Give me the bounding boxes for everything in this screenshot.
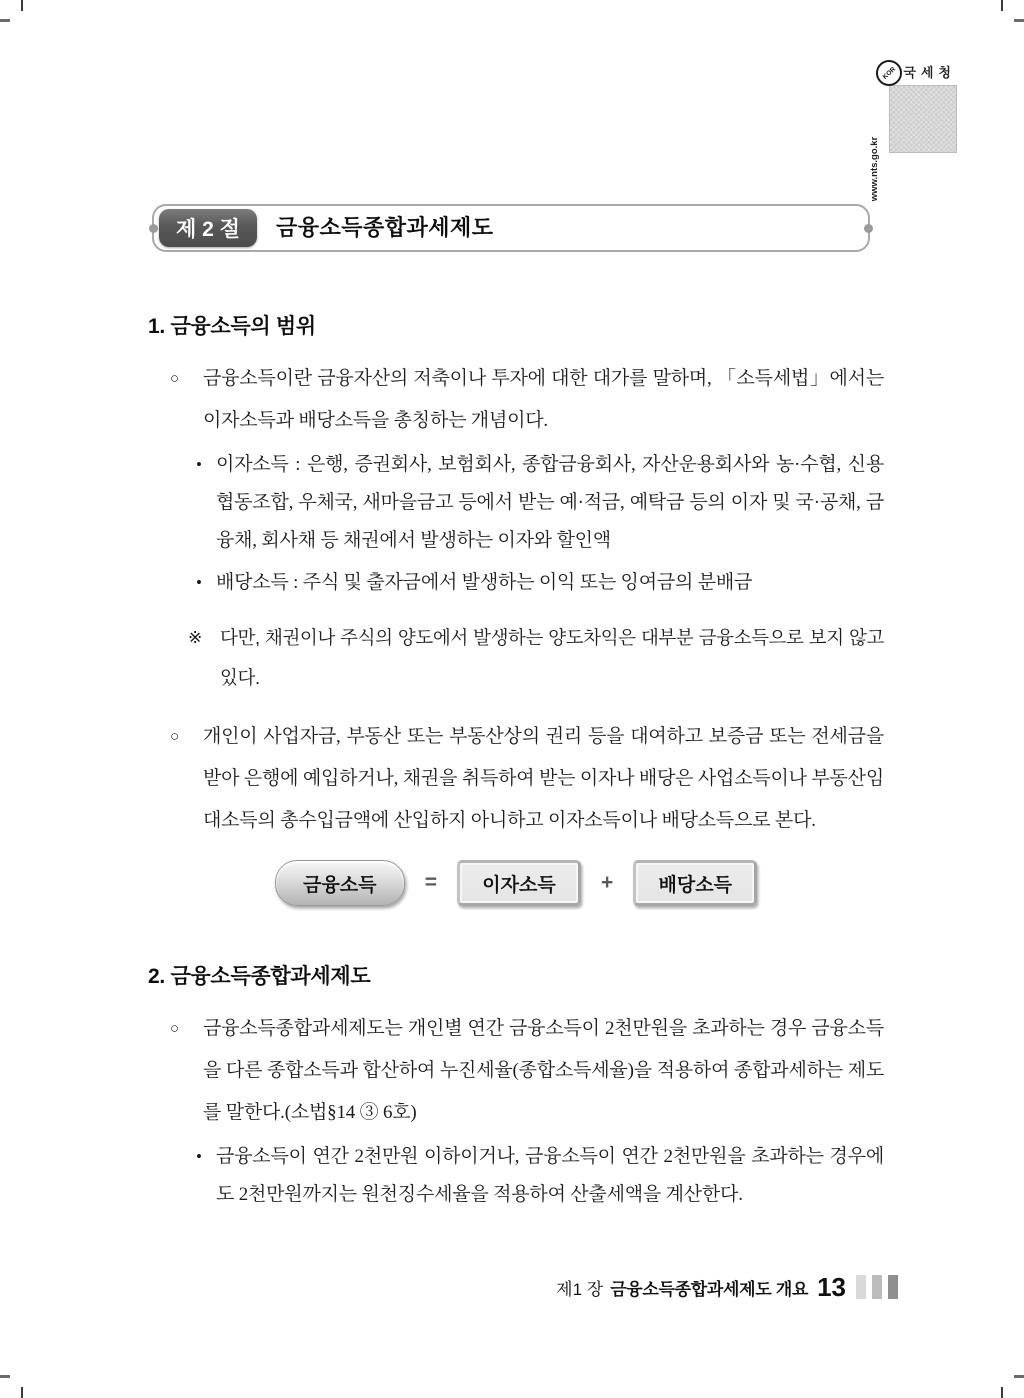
financial-income-pill: 금융소득 xyxy=(275,860,405,906)
paragraph-row xyxy=(170,1008,884,1134)
dot-bullet-icon: • xyxy=(196,455,202,474)
page-number: 13 xyxy=(817,1272,846,1302)
stamp-url-label: www.nts.go.kr xyxy=(869,136,880,202)
plus-sign: + xyxy=(601,871,614,894)
crop-mark xyxy=(1014,19,1024,22)
circle-bullet-icon: ○ xyxy=(170,729,180,745)
paragraph-row xyxy=(170,716,884,842)
crop-mark xyxy=(21,0,23,11)
footer-chapter-label: 제1 장 xyxy=(556,1279,604,1299)
equals-sign: = xyxy=(424,871,437,894)
footer-chapter-title: 금융소득종합과세제도 개요 xyxy=(610,1279,809,1299)
sub-bullet-text: 이자소득 : 은행, 증권회사, 보험회사, 종합금융회사, 자산운용회사와 농·수협, 신용협동조합, 우체국, 새마을금고 등에서 받는 예·적금, 예탁금 등의 이자 및 국·공채, 금융채, 회사채 등 채권에서 발생하는 이자와 할인액 xyxy=(216,454,884,551)
note-row xyxy=(188,618,884,698)
stamp-agency-label: 국세청 xyxy=(903,65,956,80)
crop-mark xyxy=(1001,0,1003,11)
note-text: 다만, 채권이나 주식의 양도에서 발생하는 양도차익은 대부분 금융소득으로 보지 않고 있다. xyxy=(220,627,884,688)
sub-bullet-text: 배당소득 : 주식 및 출자금에서 발생하는 이익 또는 잉여금의 분배금 xyxy=(216,572,753,593)
footer-bars-icon xyxy=(856,1275,898,1299)
section-title-bar xyxy=(152,204,870,252)
crop-mark xyxy=(1014,1375,1024,1378)
section2-heading: 2. 금융소득종합과세제도 xyxy=(148,965,371,988)
paragraph-text: 금융소득이란 금융자산의 저축이나 투자에 대한 대가를 말하며, 「소득세법」에서는 이자소득과 배당소득을 총칭하는 개념이다. xyxy=(203,368,884,431)
paragraph-row xyxy=(170,358,884,442)
crop-mark xyxy=(0,19,10,22)
circle-bullet-icon: ○ xyxy=(170,1021,180,1037)
section1-heading: 1. 금융소득의 범위 xyxy=(148,315,316,338)
interest-income-box: 이자소득 xyxy=(457,860,581,906)
dot-bullet-icon: • xyxy=(196,573,202,592)
page-content xyxy=(148,300,884,1214)
stamp-qr-noise-image xyxy=(890,86,956,152)
page-footer xyxy=(556,1274,898,1300)
dividend-income-box: 배당소득 xyxy=(633,860,757,906)
bar-left-dot-icon xyxy=(149,224,158,233)
section-number-badge: 제 2 절 xyxy=(159,209,257,247)
crop-mark xyxy=(21,1387,23,1398)
circle-bullet-icon: ○ xyxy=(170,371,180,387)
paragraph-text: 개인이 사업자금, 부동산 또는 부동산상의 권리 등을 대여하고 보증금 또는 전세금을 받아 은행에 예입하거나, 채권을 취득하여 받는 이자나 배당은 사업소득이나 부동산임대소득의 총수입금액에 산입하지 아니하고 이자소득이나 배당소득으로 본다. xyxy=(203,726,884,831)
sub-bullet-text: 금융소득이 연간 2천만원 이하이거나, 금융소득이 연간 2천만원을 초과하는 경우에도 2천만원까지는 원천징수세율을 적용하여 산출세액을 계산한다. xyxy=(216,1146,884,1205)
sub-bullet-row xyxy=(196,1138,884,1214)
bar-right-dot-icon xyxy=(864,224,873,233)
sub-bullet-row xyxy=(196,446,884,560)
formula-diagram xyxy=(148,858,884,908)
nts-stamp xyxy=(856,60,958,202)
dot-bullet-icon: • xyxy=(196,1147,202,1166)
sub-bullet-row xyxy=(196,564,884,602)
crop-mark xyxy=(1001,1387,1003,1398)
reference-mark-icon: ※ xyxy=(188,628,203,647)
crop-mark xyxy=(0,1375,10,1378)
kor-logo-text: KOR xyxy=(881,65,897,81)
paragraph-text: 금융소득종합과세제도는 개인별 연간 금융소득이 2천만원을 초과하는 경우 금융소득을 다른 종합소득과 합산하여 누진세율(종합소득세율)을 적용하여 종합과세하는 제도를 말한다.(소법§14 ③ 6호) xyxy=(203,1018,884,1123)
section-title: 금융소득종합과세제도 xyxy=(276,215,494,240)
